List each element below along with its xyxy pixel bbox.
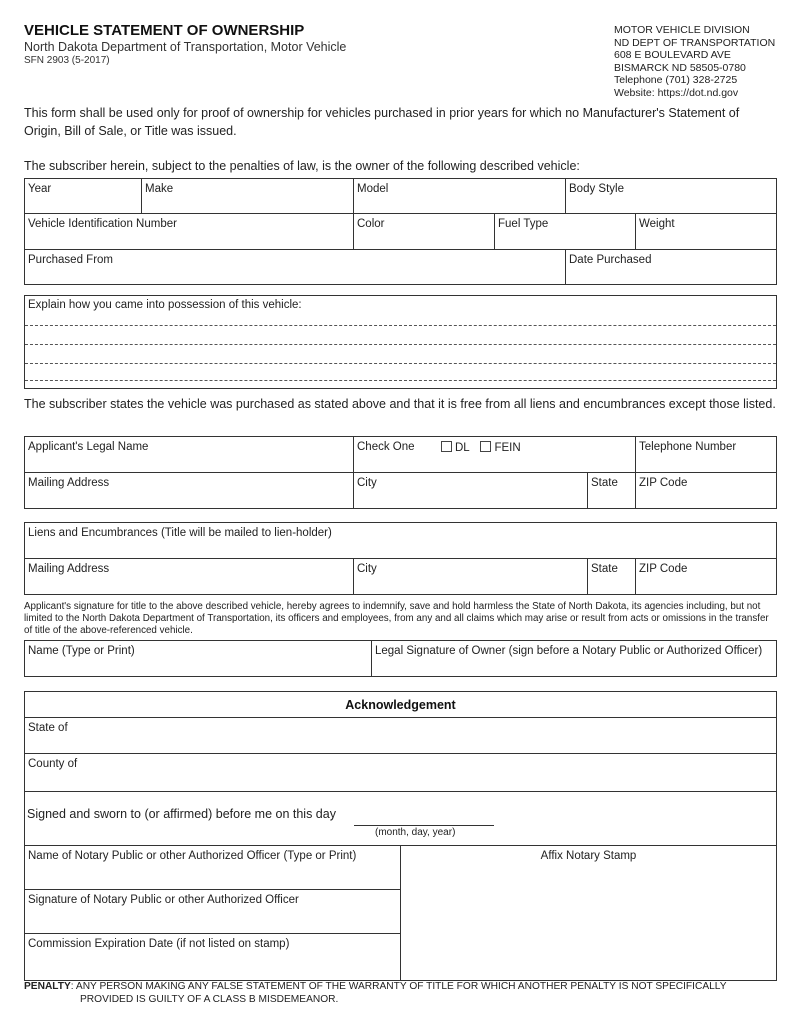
possession-label: Explain how you came into possession of this vehicle: (28, 299, 302, 311)
body-style-field[interactable] (566, 179, 776, 214)
acknowledgement-section (24, 691, 777, 981)
mailing-address-label: Mailing Address (28, 477, 110, 489)
owner-signature-field[interactable] (372, 641, 776, 676)
zip-label: ZIP Code (639, 477, 688, 489)
penalty-body: : ANY PERSON MAKING ANY FALSE STATEMENT OF THE WARRANTY OF TITLE FOR WHICH ANOTHER PENALTY IS NOT SPECIFICALLY (70, 981, 727, 992)
make-label: Make (145, 183, 174, 195)
form-number: SFN 2903 (5-2017) (24, 55, 110, 66)
state-label: State (591, 563, 618, 575)
vehicle-table (24, 178, 777, 285)
applicant-table (24, 436, 777, 509)
model-label: Model (357, 183, 389, 195)
notary-stamp-label: Affix Notary Stamp (540, 850, 637, 862)
possession-line (25, 344, 776, 345)
signature-table (24, 640, 777, 677)
applicant-city-field[interactable] (354, 473, 588, 508)
lien-city-field[interactable] (354, 559, 588, 594)
notary-signature-field[interactable] (25, 890, 401, 934)
fuel-type-field[interactable] (495, 214, 636, 250)
liens-statement: The subscriber states the vehicle was purchased as stated above and that it is free from all liens and encumbrances except those listed. (24, 397, 776, 411)
fein-label: FEIN (494, 442, 521, 454)
check-one-field (354, 437, 636, 473)
state-of-field[interactable] (25, 718, 776, 754)
owner-name-label: Name (Type or Print) (28, 645, 135, 657)
possession-line (25, 380, 776, 381)
weight-field[interactable] (636, 214, 776, 250)
fein-checkbox[interactable] (480, 441, 491, 452)
liens-label: Liens and Encumbrances (Title will be mailed to lien-holder) (28, 527, 332, 539)
state-of-label: State of (28, 722, 68, 734)
date-line[interactable] (354, 825, 494, 826)
agency-line: ND DEPT OF TRANSPORTATION (614, 36, 776, 49)
intro-text: This form shall be used only for proof of ownership for vehicles purchased in prior years for which no Manufacturer's Statement of Origin, Bill of Sale, or Title was issued. (24, 106, 740, 138)
sworn-row (25, 792, 776, 846)
telephone-field[interactable] (636, 437, 776, 473)
notary-stamp-area[interactable] (401, 846, 776, 980)
date-purchased-label: Date Purchased (569, 254, 652, 266)
sworn-text: Signed and sworn to (or affirmed) before me on this day (27, 807, 336, 821)
city-label: City (357, 477, 377, 489)
penalty-text (24, 981, 784, 993)
dl-checkbox[interactable] (441, 441, 452, 452)
agency-address (614, 24, 775, 99)
county-of-field[interactable] (25, 754, 776, 792)
owner-name-field[interactable] (25, 641, 372, 676)
city-label: City (357, 563, 377, 575)
possession-line (25, 325, 776, 326)
color-label: Color (357, 218, 385, 230)
notary-name-label: Name of Notary Public or other Authorized Officer (Type or Print) (28, 850, 357, 862)
color-field[interactable] (354, 214, 495, 250)
date-hint: (month, day, year) (375, 827, 456, 838)
purchased-from-field[interactable] (25, 250, 566, 284)
agency-line: Website: https://dot.nd.gov (614, 86, 739, 99)
penalty-label: PENALTY (24, 981, 71, 992)
form-subtitle: North Dakota Department of Transportation, Motor Vehicle (24, 40, 347, 54)
fuel-type-label: Fuel Type (498, 218, 549, 230)
agency-line: BISMARCK ND 58505-0780 (614, 61, 746, 74)
lien-mailing-field[interactable] (25, 559, 354, 594)
date-purchased-field[interactable] (566, 250, 776, 284)
possession-line (25, 363, 776, 364)
telephone-label: Telephone Number (639, 441, 737, 453)
liens-table (24, 522, 777, 595)
applicant-name-label: Applicant's Legal Name (28, 441, 149, 453)
year-label: Year (28, 183, 52, 195)
county-of-label: County of (28, 758, 78, 770)
applicant-state-field[interactable] (588, 473, 636, 508)
applicant-zip-field[interactable] (636, 473, 776, 508)
applicant-name-field[interactable] (25, 437, 354, 473)
agency-line: 608 E BOULEVARD AVE (614, 49, 731, 61)
purchased-from-label: Purchased From (28, 254, 114, 266)
lien-state-field[interactable] (588, 559, 636, 594)
notary-signature-label: Signature of Notary Public or other Authorized Officer (28, 894, 299, 906)
form-title: VEHICLE STATEMENT OF OWNERSHIP (24, 22, 305, 39)
applicant-mailing-field[interactable] (25, 473, 354, 508)
vin-label: Vehicle Identification Number (28, 218, 177, 230)
body-style-label: Body Style (569, 183, 624, 195)
vin-field[interactable] (25, 214, 354, 250)
owner-statement: The subscriber herein, subject to the penalties of law, is the owner of the following described vehicle: (24, 159, 580, 173)
penalty-text-line2: PROVIDED IS GUILTY OF A CLASS B MISDEMEANOR. (80, 994, 339, 1005)
acknowledgement-heading: Acknowledgement (25, 692, 776, 718)
model-field[interactable] (354, 179, 566, 214)
make-field[interactable] (142, 179, 354, 214)
notary-name-field[interactable] (25, 846, 401, 890)
zip-label: ZIP Code (639, 563, 688, 575)
year-field[interactable] (25, 179, 142, 214)
weight-label: Weight (639, 218, 675, 230)
state-label: State (591, 477, 618, 489)
agency-line: Telephone (701) 328-2725 (614, 74, 738, 86)
liens-field[interactable] (25, 523, 776, 559)
commission-label: Commission Expiration Date (if not listed on stamp) (28, 938, 290, 950)
check-one-label: Check One (357, 441, 415, 453)
agency-line: MOTOR VEHICLE DIVISION (614, 24, 750, 36)
owner-signature-label: Legal Signature of Owner (sign before a Notary Public or Authorized Officer) (375, 645, 763, 657)
lien-zip-field[interactable] (636, 559, 776, 594)
possession-box[interactable] (24, 295, 777, 389)
commission-field[interactable] (25, 934, 401, 980)
indemnity-text: Applicant's signature for title to the above described vehicle, hereby agrees to indemnify, save and hold harmless the State of North Dakota, its agencies including, but not limited to the North Dakota Department of Transportation, its officers and employees, from any and all claims which may arise or result from acts or omissions in the transfer of title of the above-referenced vehicle. (24, 601, 769, 636)
mailing-address-label: Mailing Address (28, 563, 110, 575)
dl-label: DL (455, 442, 470, 454)
